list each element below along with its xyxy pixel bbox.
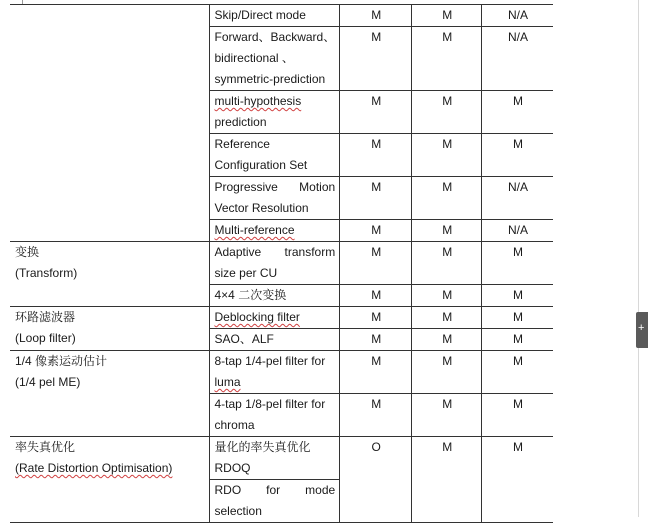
value-cell: M	[340, 27, 412, 91]
value-cell: M	[482, 307, 553, 329]
feature-text: Skip/Direct mode	[214, 8, 306, 22]
value-cell: M	[482, 351, 553, 394]
feature-cell	[209, 351, 340, 394]
category-label-zh: 率失真优化	[15, 440, 76, 454]
category-label-en: (Transform)	[15, 266, 78, 280]
value-cell: M	[482, 91, 553, 134]
value-cell: M	[340, 242, 412, 285]
value-cell: M	[482, 394, 553, 437]
category-cell-loop-filter	[10, 307, 209, 351]
feature-cell	[209, 5, 340, 27]
feature-text: 4×4 二次变换	[214, 288, 287, 302]
feature-text: Vector Resolution	[214, 201, 309, 215]
value-cell: M	[340, 220, 412, 242]
feature-text: Progressive Motion	[214, 180, 336, 194]
feature-cell	[209, 220, 340, 242]
feature-text: RDOQ	[214, 461, 251, 475]
value-cell: N/A	[482, 5, 553, 27]
feature-text: luma	[214, 375, 241, 389]
value-cell: M	[340, 134, 412, 177]
feature-cell	[209, 307, 340, 329]
value-cell: M	[340, 351, 412, 394]
feature-text: size per CU	[214, 266, 278, 280]
value-cell: M	[340, 285, 412, 307]
feature-text: chroma	[214, 418, 255, 432]
feature-cell	[209, 91, 340, 134]
feature-text: 4-tap 1/8-pel filter for	[214, 397, 326, 411]
feature-text: SAO、ALF	[214, 332, 274, 346]
feature-cell	[209, 242, 340, 285]
table-row	[10, 437, 553, 480]
value-cell: M	[340, 5, 412, 27]
value-cell: M	[412, 437, 482, 523]
feature-text: 量化的率失真优化	[214, 440, 311, 454]
feature-text: Multi-reference	[214, 223, 295, 237]
value-cell: M	[412, 394, 482, 437]
category-label-en: (1/4 pel ME)	[15, 375, 81, 389]
category-label-en: (Rate Distortion Optimisation)	[15, 461, 173, 475]
value-cell: N/A	[482, 177, 553, 220]
value-cell: M	[412, 285, 482, 307]
feature-text: Adaptive transform	[214, 245, 336, 259]
value-cell: M	[482, 285, 553, 307]
feature-text: selection	[214, 504, 262, 518]
feature-cell	[209, 329, 340, 351]
feature-text: symmetric-prediction	[214, 72, 326, 86]
feature-cell	[209, 437, 340, 480]
value-cell: M	[482, 329, 553, 351]
table-row	[10, 307, 553, 329]
value-cell: M	[412, 351, 482, 394]
category-cell-inter-prediction	[10, 5, 209, 242]
value-cell: M	[340, 177, 412, 220]
table-row	[10, 242, 553, 285]
feature-text: multi-hypothesis	[214, 94, 302, 108]
value-cell: M	[412, 329, 482, 351]
table-row	[10, 351, 553, 394]
feature-cell	[209, 394, 340, 437]
value-cell: M	[412, 91, 482, 134]
value-cell: M	[412, 307, 482, 329]
table-move-handle[interactable]	[636, 312, 648, 348]
value-cell: M	[412, 242, 482, 285]
category-label-zh: 变换	[15, 245, 40, 259]
category-label-zh: 1/4 像素运动估计	[15, 354, 108, 368]
feature-cell	[209, 285, 340, 307]
table-row	[10, 5, 553, 27]
category-cell-transform	[10, 242, 209, 307]
feature-cell	[209, 177, 340, 220]
value-cell: M	[412, 177, 482, 220]
value-cell: M	[482, 134, 553, 177]
feature-text: prediction	[214, 115, 267, 129]
value-cell: M	[340, 307, 412, 329]
value-cell: O	[340, 437, 412, 523]
feature-text: RDO for mode	[214, 483, 336, 497]
value-cell: M	[340, 329, 412, 351]
value-cell: M	[412, 134, 482, 177]
feature-cell	[209, 27, 340, 91]
value-cell: N/A	[482, 220, 553, 242]
value-cell: M	[340, 91, 412, 134]
feature-text: Configuration Set	[214, 158, 308, 172]
value-cell: M	[482, 242, 553, 285]
value-cell: N/A	[482, 27, 553, 91]
codec-feature-table	[10, 4, 553, 523]
value-cell: M	[482, 437, 553, 523]
category-label-en: (Loop filter)	[15, 331, 76, 345]
feature-text: 8-tap 1/4-pel filter for	[214, 354, 326, 368]
value-cell: M	[412, 27, 482, 91]
feature-text: Deblocking filter	[214, 310, 300, 324]
value-cell: M	[412, 220, 482, 242]
feature-text: Reference	[214, 137, 270, 151]
feature-text: bidirectional 、	[214, 51, 294, 65]
feature-text: Forward、Backward、	[214, 30, 336, 44]
category-cell-rdo	[10, 437, 209, 523]
value-cell: M	[412, 5, 482, 27]
category-cell-quarter-pel-me	[10, 351, 209, 437]
value-cell: M	[340, 394, 412, 437]
feature-cell	[209, 134, 340, 177]
feature-cell	[209, 480, 340, 523]
category-label-zh: 环路滤波器	[15, 310, 76, 324]
